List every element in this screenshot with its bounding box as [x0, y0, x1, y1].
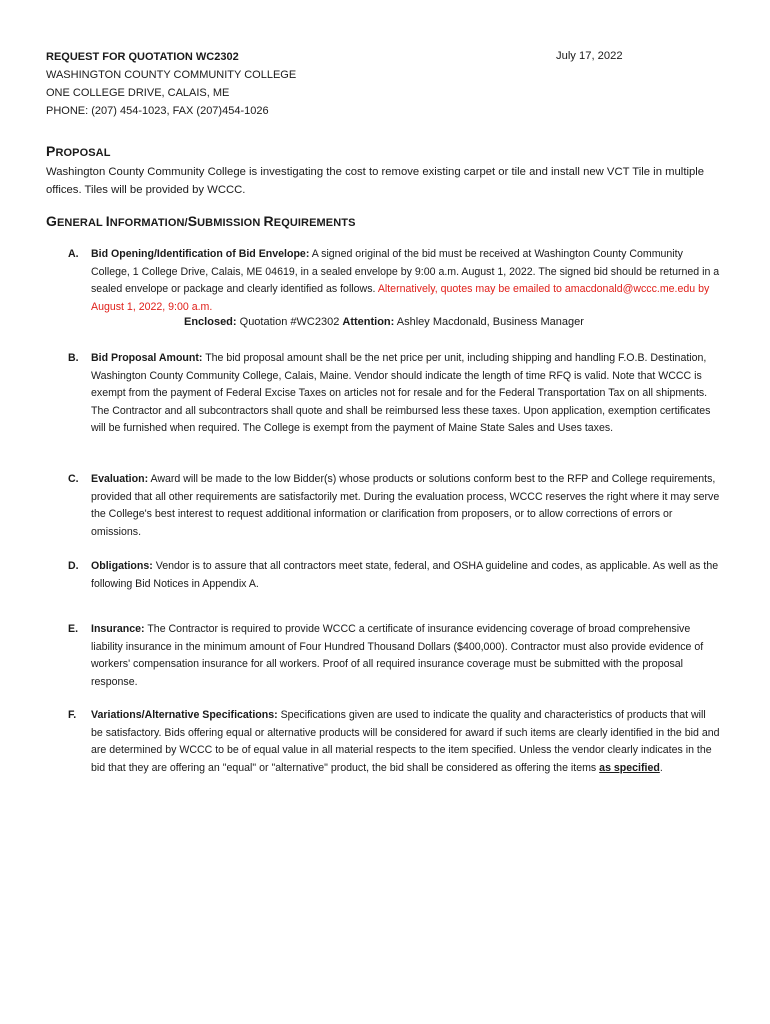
item-letter: D. — [68, 560, 79, 572]
item-letter: B. — [68, 352, 79, 364]
item-letter: A. — [68, 248, 79, 260]
college-address: ONE COLLEGE DRIVE, CALAIS, ME — [46, 87, 230, 99]
item-text: Award will be made to the low Bidder(s) whose products or solutions conform best to the RFP and College requirements, provided that all other requirements are satisfactorily met. During the evaluation process, WCCC reserves the right where it may serve the College's best interest to request additional information or clarification from proposers, or to allow corrections of errors or omissions. — [91, 473, 720, 538]
college-phone: PHONE: (207) 454-1023, FAX (207)454-1026 — [46, 105, 269, 117]
item-lead: Bid Proposal Amount: — [91, 352, 203, 364]
enclosed-line: Enclosed: Quotation #WC2302 Attention: Ashley Macdonald, Business Manager — [184, 316, 584, 328]
item-lead: Obligations: — [91, 560, 153, 572]
rfq-title: REQUEST FOR QUOTATION WC2302 — [46, 51, 239, 63]
item-d-obligations — [68, 558, 720, 593]
item-letter: E. — [68, 623, 79, 635]
item-b-bid-proposal-amount — [68, 350, 720, 438]
item-a-bid-opening — [68, 246, 720, 316]
item-c-evaluation — [68, 471, 720, 541]
item-text: The bid proposal amount shall be the net price per unit, including shipping and handling F.O.B. Destination, Washington County Community College, Calais, Maine. Vendor should indicate the length of time RFQ is valid. Note that WCCC is exempt from the payment of Federal Excise Taxes on articles not for resale and for the Federal Transportation Tax on all shipments. The Contractor and all subcontractors shall quote and shall be reimbursed less these taxes. Upon application, exemption certificates will be furnished when required. The College is exempt from the payment of Maine State Sales and Uses taxes. — [91, 352, 711, 434]
email-alternative-note: Alternatively, quotes may be emailed to amacdonald@wccc.me.edu by August 1, 2022, 9:00 a.m. — [91, 283, 710, 313]
item-lead: Insurance: — [91, 623, 145, 635]
document-date: July 17, 2022 — [556, 50, 623, 62]
college-name: WASHINGTON COUNTY COMMUNITY COLLEGE — [46, 69, 297, 81]
item-text: Vendor is to assure that all contractors meet state, federal, and OSHA guideline and codes, as applicable. As well as the following Bid Notices in Appendix A. — [91, 560, 719, 590]
item-text: The Contractor is required to provide WCCC a certificate of insurance evidencing coverage of broad comprehensive liability insurance in the minimum amount of Four Hundred Thousand Dollars ($400,000). Contractor must also provide evidence of workers' compensation insurance for all workers. Proof of all required insurance coverage must be submitted with the proposal response. — [91, 623, 704, 688]
item-text: Specifications given are used to indicate the quality and characteristics of products that will be satisfactory. Bids offering equal or alternative products will be considered for award if such items are clearly identified in the bid and are determined by WCCC to be of equal value in all material respects to the item specified. Unless the vendor clearly indicates in the bid that they are offering an "equal" or "alternative" product, the bid shall be considered as offering the items — [91, 709, 720, 774]
item-f-variations: F. Variations/Alternative Specifications: Specifications given are used to indicate the quality and characteristics of products that will be satisfactory. Bids offering equal or alternative products will be considered for award if such items are clearly identified in the bid and are determined by WCCC to be of equal value in all material respects to the item specified. Unless the vendor clearly indicates in the bid that they are offering an "equal" or "alternative" product, the bid shall be considered as offering the items as specified. — [68, 709, 720, 774]
item-lead: Variations/Alternative Specifications: — [91, 709, 278, 721]
item-letter: C. — [68, 473, 79, 485]
general-info-heading: GENERAL INFORMATION/SUBMISSION REQUIREMENTS — [46, 213, 356, 229]
as-specified-text: as specified — [599, 761, 660, 774]
item-letter: F. — [68, 709, 77, 721]
item-lead: Evaluation: — [91, 473, 149, 485]
proposal-text: Washington County Community College is investigating the cost to remove existing carpet or tile and install new VCT Tile in multiple offices. Tiles will be provided by WCCC. — [46, 166, 705, 196]
item-text: A signed original of the bid must be received at Washington County Community College, 1 College Drive, Calais, ME 04619, in a sealed envelope by 9:00 a.m. August 1, 2022. The signed bid should be returned in a sealed envelope or package and clearly identified as follows. — [91, 248, 720, 295]
proposal-heading: PROPOSAL — [46, 143, 111, 159]
item-e-insurance — [68, 621, 720, 691]
item-lead: Bid Opening/Identification of Bid Envelope: — [91, 248, 310, 260]
